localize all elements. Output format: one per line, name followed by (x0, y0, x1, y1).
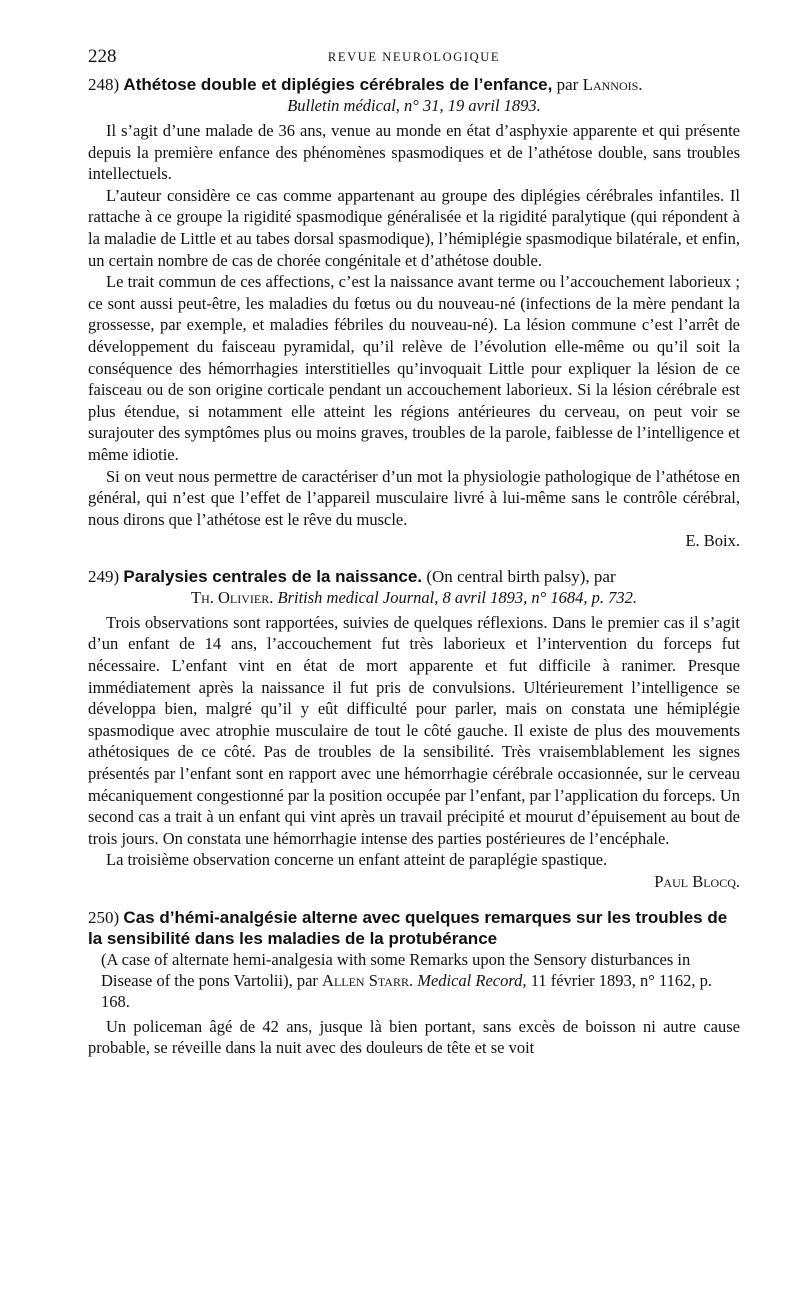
page-number: 228 (88, 46, 117, 67)
article-reference: Bulletin médical, n° 31, 19 avril 1893. (287, 96, 541, 115)
article-body (88, 1016, 740, 1059)
paragraph: Si on veut nous permettre de caractériser d’un mot la physiologie pathologique de l’athétose en général, qui n’est que l’effet de l’appareil musculaire livré à lui-même sans le contrôle cérébral, nous dirons que l’athétose est le rêve du muscle. (88, 466, 740, 529)
article-body (88, 612, 740, 871)
paragraph: La troisième observation concerne un enfant atteint de paraplégie spastique. (106, 850, 608, 870)
running-title: REVUE NEUROLOGIQUE (327, 50, 501, 64)
paragraph: Un policeman âgé de 42 ans, jusque là bien portant, sans excès de boisson ni autre cause probable, se réveille dans la nuit avec des douleurs de tête et se voit (88, 1016, 740, 1058)
article-english-title: (A case of alternate hemi-analgesia with some Remarks upon the Sensory disturbances in Disease of the pons Vartolii), par Allen Starr. Medical Record, 11 février 1893, n° 1162, p. 168. (101, 949, 713, 1011)
article-heading (88, 566, 740, 587)
article-signature: E. Boix. (685, 531, 740, 551)
article-title: Paralysies centrales de la naissance. (123, 566, 423, 586)
article-heading (88, 74, 740, 95)
page-header (88, 46, 740, 74)
article-249 (88, 566, 740, 893)
paragraph: L’auteur considère ce cas comme appartenant au groupe des diplégies cérébrales infantiles. Il rattache à ce groupe la rigidité spasmodique généralisée et la rigidité paralytique (qui répondent à la maladie de Little et au tabes dorsal spasmodique), l’hémiplégie spasmodique bilatérale, et enfin, un certain nombre de cas de chorée congénitale et d’athétose double. (88, 185, 740, 270)
article-body (88, 120, 740, 530)
paragraph: Le trait commun de ces affections, c’est la naissance avant terme ou l’accouchement laborieux ; ce sont aussi peut-être, les maladies du fœtus ou du nouveau-né (infections de la mère pendant la grossesse, par exemple, et maladies fébriles du nouveau-né). La lésion commune c’est l’arrêt de développement du faisceau pyramidal, qu’il relève de l’évolution elle-même ou qu’il soit la conséquence des hémorrhagies interstitielles qu’invoquait Little pour expliquer la lésion de ce faisceau ou de son origine corticale pendant un accouchement laborieux. Si la lésion cérébrale est plus étendue, si notamment elle atteint les régions antérieures du cerveau, on peut voir se surajouter des symptômes plus ou moins graves, troubles de la parole, faiblesse de l’intelligence et même idiotie. (88, 272, 740, 464)
article-number: 248) (88, 75, 120, 94)
article-title: Athétose double et diplégies cérébrales de l’enfance, (123, 75, 553, 94)
article-number: 249) (88, 566, 120, 586)
article-248 (88, 74, 740, 552)
article-heading (88, 907, 740, 949)
article-reference-date: 11 février 1893, n° 1162, p. 168. (101, 970, 713, 1011)
article-number: 250) (88, 907, 120, 927)
article-signature: Paul Blocq. (654, 872, 740, 891)
paragraph: Trois observations sont rapportées, suivies de quelques réflexions. Dans le premier cas il s’agit d’un enfant de 14 ans, l’accouchement fut très laborieux et l’intervention du forceps fut nécessaire. L’enfant vint en état de mort apparente et fut difficile à ranimer. Presque immédiatement après la naissance il fut pris de convulsions. Ultérieurement l’intelligence se développa bien, malgré qu’il y eût difficulté pour parler, mais on constata une hémiplégie spasmodique avec atrophie musculaire de tout le côté gauche. Il existe de plus des mouvements athétosiques de ce côté. Pas de troubles de la sensibilité. Très vraisemblablement les signes présentés par l’enfant sont en rapport avec une hémorrhagie cérébrale occasionnée, sur le cerveau mécaniquement congestionné par la position occupée par l’enfant, par l’application du forceps. Un second cas a trait à un enfant qui vint après un travail précipité et mourut d’épuisement au bout de trois jours. On constata une hémorrhagie intense des parties postérieures de l’encéphale. (88, 612, 740, 848)
article-journal: Medical Record, (417, 970, 527, 990)
article-author: Th. Olivier. (191, 587, 274, 607)
article-author: Lannois. (582, 75, 643, 94)
paragraph: Il s’agit d’une malade de 36 ans, venue au monde en état d’asphyxie apparente et qui présente depuis la première enfance des phénomènes spasmodiques et de l’athétose double, sans troubles intellectuels. (88, 121, 740, 184)
article-reference: British medical Journal, 8 avril 1893, n° 1684, p. 732. (277, 587, 637, 607)
by-label: par (556, 75, 579, 94)
page (88, 46, 740, 1073)
article-title: Cas d’hémi-analgésie alterne avec quelques remarques sur les troubles de la sensibilité dans les maladies de la protubérance (88, 907, 728, 948)
article-subtitle: (On central birth palsy), par (426, 566, 616, 586)
article-reference-line (88, 587, 740, 608)
article-author: Allen Starr. (322, 970, 414, 990)
article-250 (88, 907, 740, 1059)
